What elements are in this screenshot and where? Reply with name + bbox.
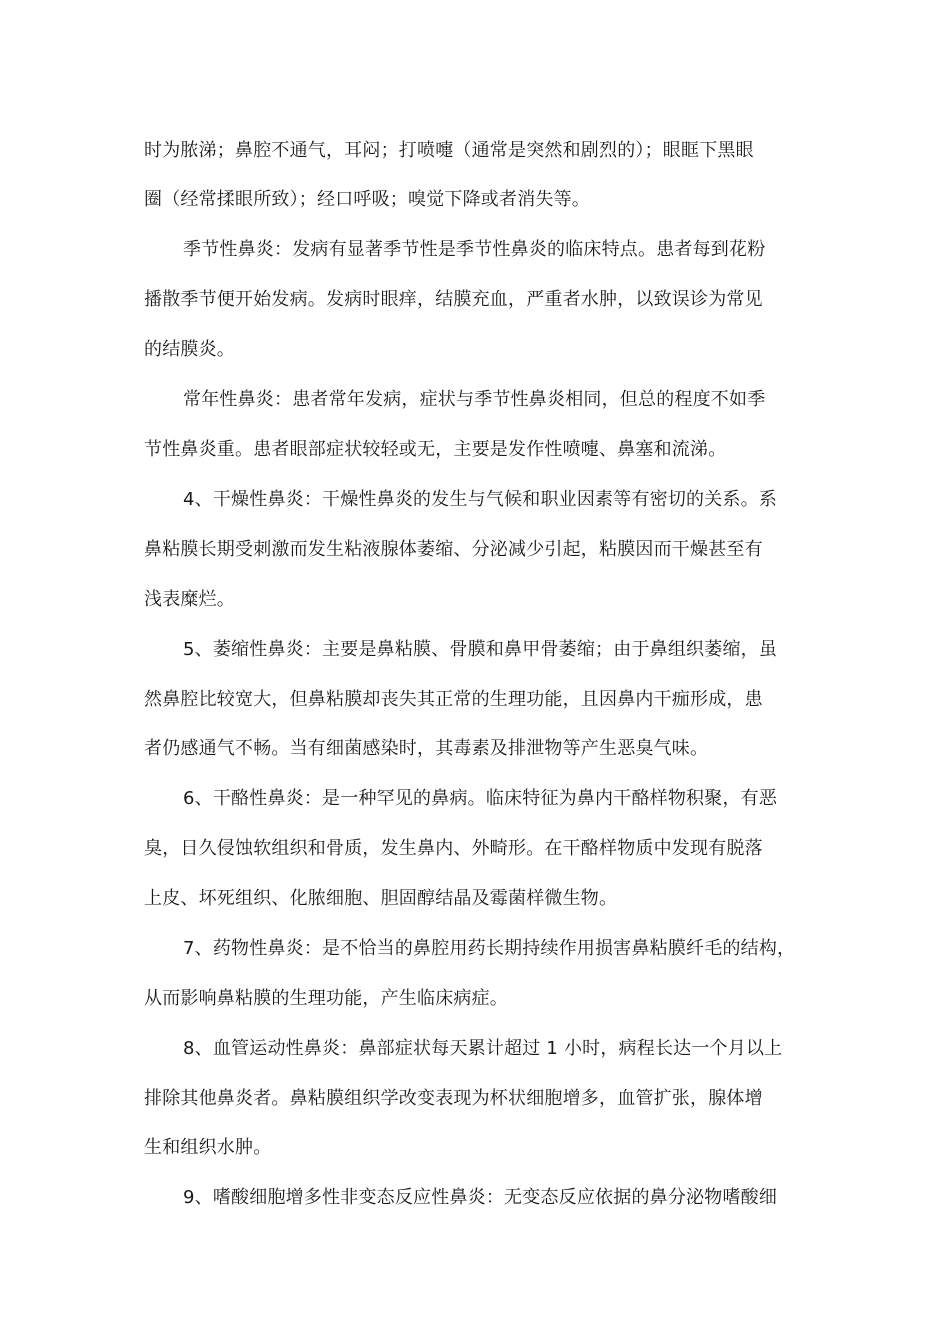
- paragraph-start-caseous-rhinitis: 6、干酪性鼻炎：是一种罕见的鼻病。临床特征为鼻内干酪样物积聚，有恶: [183, 788, 778, 809]
- text-line: 圈（经常揉眼所致）；经口呼吸；嗅觉下降或者消失等。: [144, 189, 590, 210]
- text-line: 臭，日久侵蚀软组织和骨质，发生鼻内、外畸形。在干酪样物质中发现有脱落: [144, 838, 763, 859]
- paragraph-start-vasomotor-rhinitis: 8、血管运动性鼻炎：鼻部症状每天累计超过 1 小时，病程长达一个月以上: [183, 1038, 783, 1059]
- text-line: 的结膜炎。: [144, 339, 235, 360]
- text-line: 时为脓涕；鼻腔不通气，耳闷；打喷嚏（通常是突然和剧烈的）；眼眶下黑眼: [144, 140, 754, 161]
- text-line: 排除其他鼻炎者。鼻粘膜组织学改变表现为杯状细胞增多，血管扩张，腺体增: [144, 1088, 763, 1109]
- paragraph-start-drug-rhinitis: 7、药物性鼻炎：是不恰当的鼻腔用药长期持续作用损害鼻粘膜纤毛的结构，: [183, 938, 796, 959]
- paragraph-start-perennial-rhinitis: 常年性鼻炎：患者常年发病，症状与季节性鼻炎相同，但总的程度不如季: [183, 389, 766, 410]
- text-line: 节性鼻炎重。患者眼部症状较轻或无，主要是发作性喷嚏、鼻塞和流涕。: [144, 439, 727, 460]
- text-line: 浅表糜烂。: [144, 589, 235, 610]
- text-line: 从而影响鼻粘膜的生理功能，产生临床病症。: [144, 988, 508, 1009]
- text-line: 鼻粘膜长期受刺激而发生粘液腺体萎缩、分泌减少引起，粘膜因而干燥甚至有: [144, 539, 763, 560]
- paragraph-start-atrophic-rhinitis: 5、萎缩性鼻炎：主要是鼻粘膜、骨膜和鼻甲骨萎缩；由于鼻组织萎缩，虽: [183, 639, 778, 660]
- text-line: 然鼻腔比较宽大，但鼻粘膜却丧失其正常的生理功能，且因鼻内干痂形成，患: [144, 689, 763, 710]
- text-line: 播散季节便开始发病。发病时眼痒，结膜充血，严重者水肿，以致误诊为常见: [144, 289, 763, 310]
- paragraph-start-nares: 9、嗜酸细胞增多性非变态反应性鼻炎：无变态反应依据的鼻分泌物嗜酸细: [183, 1187, 778, 1208]
- text-line: 上皮、坏死组织、化脓细胞、胆固醇结晶及霉菌样微生物。: [144, 888, 618, 909]
- text-line: 生和组织水肿。: [144, 1137, 272, 1158]
- text-line: 者仍感通气不畅。当有细菌感染时，其毒素及排泄物等产生恶臭气味。: [144, 738, 709, 759]
- paragraph-start-dry-rhinitis: 4、干燥性鼻炎：干燥性鼻炎的发生与气候和职业因素等有密切的关系。系: [183, 489, 778, 510]
- paragraph-start-seasonal-rhinitis: 季节性鼻炎：发病有显著季节性是季节性鼻炎的临床特点。患者每到花粉: [183, 239, 766, 260]
